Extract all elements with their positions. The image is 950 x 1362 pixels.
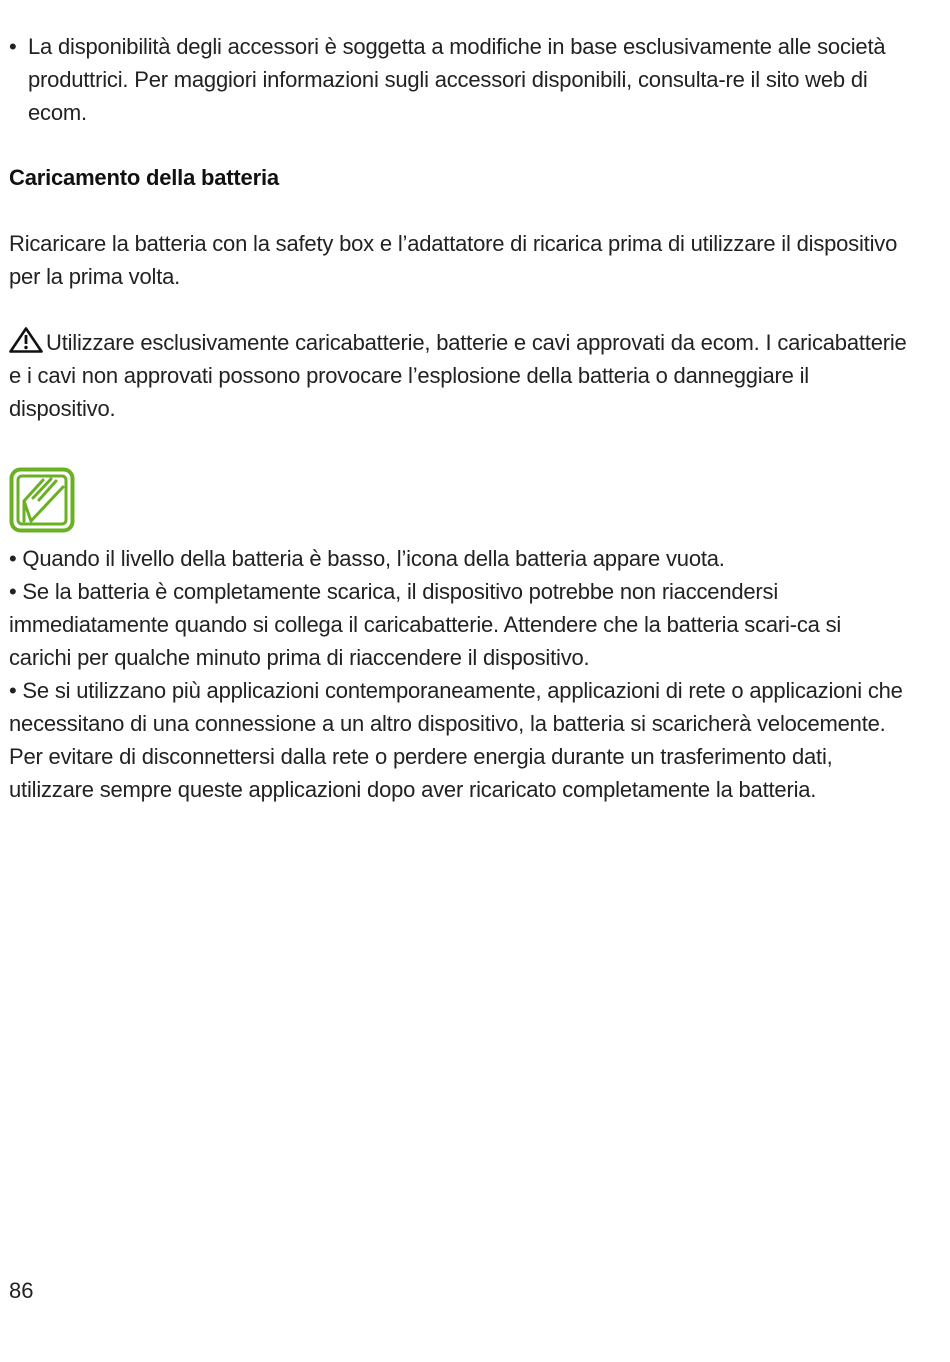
warning-paragraph	[9, 326, 909, 425]
accessories-text: La disponibilità degli accessori è soggetta a modifiche in base esclusivamente alle società produttrici. Per maggiori informazioni sugli accessori disponibili, consulta-re il sito web di ecom.	[28, 34, 886, 125]
section-heading: Caricamento della batteria	[9, 165, 279, 190]
note-item-low-battery: • Quando il livello della batteria è basso, l’icona della batteria appare vuota.	[9, 546, 725, 571]
warning-text: Utilizzare esclusivamente caricabatterie, batterie e cavi approvati da ecom. I caricabatterie e i cavi non approvati possono provocare l’esplosione della batteria o danneggiare il dispositivo.	[9, 330, 907, 421]
note-list	[9, 542, 909, 806]
note-item-empty-battery: • Se la batteria è completamente scarica, il dispositivo potrebbe non riaccendersi immediatamente quando si collega il caricabatterie. Attendere che la batteria scari-ca si carichi per qualche minuto prima di riaccendere il dispositivo.	[9, 579, 842, 670]
note-item-multiple-apps: • Se si utilizzano più applicazioni contemporaneamente, applicazioni di rete o applicazioni che necessitano di una connessione a un altro dispositivo, la batteria si scaricherà velocemente. Per evitare di disconnettersi dalla rete o perdere energia durante un trasferimento dati, utilizzare sempre queste applicazioni dopo aver ricaricato completamente la batteria.	[9, 678, 903, 802]
note-pencil-icon	[9, 467, 75, 533]
warning-triangle-icon	[9, 327, 43, 353]
page-number: 86	[9, 1278, 34, 1303]
bullet-marker: •	[9, 34, 17, 59]
charge-paragraph: Ricaricare la batteria con la safety box e l’adattatore di ricarica prima di utilizzare il dispositivo per la prima volta.	[9, 231, 898, 289]
accessories-bullet	[9, 30, 909, 129]
document-page	[9, 30, 909, 806]
